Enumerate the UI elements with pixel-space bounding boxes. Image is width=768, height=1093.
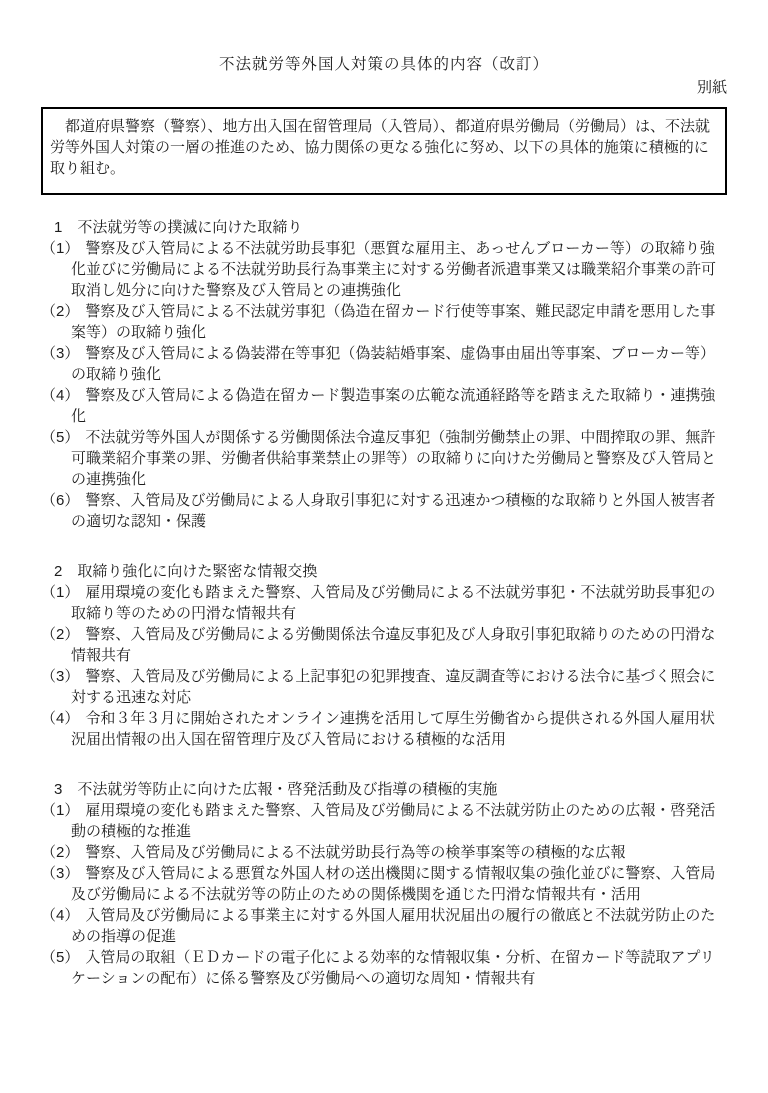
item-marker: （4） bbox=[41, 907, 80, 924]
section-number: 1 bbox=[54, 219, 63, 236]
item-marker: （4） bbox=[41, 710, 80, 727]
item-text: 入管局の取組（ＥＤカードの電子化による効率的な情報収集・分析、在留カード等読取アプリケーションの配布）に係る警察及び労働局への適切な周知・情報共有 bbox=[71, 949, 715, 987]
item-marker: （2） bbox=[41, 844, 80, 861]
list-item bbox=[41, 490, 727, 532]
section-title: 不法就労等の撲滅に向けた取締り bbox=[77, 219, 303, 236]
list-item bbox=[41, 666, 727, 708]
item-marker: （2） bbox=[41, 626, 80, 643]
list-item bbox=[41, 343, 727, 385]
item-text: 警察、入管局及び労働局による人身取引事犯に対する迅速かつ積極的な取締りと外国人被害者の適切な認知・保護 bbox=[71, 492, 716, 530]
sections-container bbox=[41, 217, 727, 989]
item-marker: （5） bbox=[41, 949, 80, 966]
list-item bbox=[41, 947, 727, 989]
preamble-text: 都道府県警察（警察）、地方出入国在留管理局（入管局）、都道府県労働局（労働局）は、不法就労等外国人対策の一層の推進のため、協力関係の更なる強化に努め、以下の具体的施策に積極的に取り組む。 bbox=[50, 118, 711, 177]
item-marker: （1） bbox=[41, 584, 80, 601]
list-item bbox=[41, 427, 727, 490]
item-marker: （4） bbox=[41, 387, 80, 404]
item-text: 雇用環境の変化も踏まえた警察、入管局及び労働局による不法就労事犯・不法就労助長事犯の取締り等のための円滑な情報共有 bbox=[71, 584, 716, 622]
page-title: 不法就労等外国人対策の具体的内容（改訂） bbox=[218, 56, 549, 73]
item-marker: （3） bbox=[41, 865, 80, 882]
section-1 bbox=[41, 217, 727, 532]
section-2 bbox=[41, 561, 727, 750]
item-text: 警察及び入管局による悪質な外国人材の送出機関に関する情報収集の強化並びに警察、入管局及び労働局による不法就労等の防止のための関係機関を通じた円滑な情報共有・活用 bbox=[71, 865, 716, 903]
item-text: 入管局及び労働局による事業主に対する外国人雇用状況届出の履行の徹底と不法就労防止のための指導の促進 bbox=[71, 907, 716, 945]
item-text: 警察、入管局及び労働局による上記事犯の犯罪捜査、違反調査等における法令に基づく照会に対する迅速な対応 bbox=[71, 668, 716, 706]
item-marker: （3） bbox=[41, 345, 80, 362]
item-marker: （2） bbox=[41, 303, 80, 320]
list-item bbox=[41, 863, 727, 905]
list-item bbox=[41, 708, 727, 750]
item-text: 雇用環境の変化も踏まえた警察、入管局及び労働局による不法就労防止のための広報・啓発活動の積極的な推進 bbox=[71, 802, 716, 840]
section-title: 取締り強化に向けた緊密な情報交換 bbox=[77, 563, 318, 580]
item-text: 警察及び入管局による不法就労助長事犯（悪質な雇用主、あっせんブローカー等）の取締り強化並びに労働局による不法就労助長行為事業主に対する労働者派遣事業又は職業紹介事業の許可取消し処分に向けた警察及び入管局との連携強化 bbox=[71, 240, 717, 299]
section-heading bbox=[41, 561, 727, 582]
section-heading bbox=[41, 779, 727, 800]
section-number: 3 bbox=[54, 781, 63, 798]
list-item bbox=[41, 301, 727, 343]
item-text: 警察及び入管局による不法就労事犯（偽造在留カード行使等事案、難民認定申請を悪用した事案等）の取締り強化 bbox=[71, 303, 716, 341]
section-heading bbox=[41, 217, 727, 238]
section-number: 2 bbox=[54, 563, 63, 580]
list-item bbox=[41, 385, 727, 427]
section-title: 不法就労等防止に向けた広報・啓発活動及び指導の積極的実施 bbox=[77, 781, 498, 798]
attachment-label: 別紙 bbox=[696, 79, 727, 96]
item-text: 警察及び入管局による偽造在留カード製造事案の広範な流通経路等を踏まえた取締り・連携強化 bbox=[71, 387, 716, 425]
item-text: 警察及び入管局による偽装滞在等事犯（偽装結婚事案、虚偽事由届出等事案、ブローカー等）の取締り強化 bbox=[71, 345, 716, 383]
section-3 bbox=[41, 779, 727, 989]
item-text: 不法就労等外国人が関係する労働関係法令違反事犯（強制労働禁止の罪、中間搾取の罪、無許可職業紹介事業の罪、労働者供給事業禁止の罪等）の取締りに向けた労働局と警察及び入管局との連携強化 bbox=[71, 429, 717, 488]
item-marker: （6） bbox=[41, 492, 80, 509]
item-marker: （1） bbox=[41, 802, 80, 819]
item-marker: （5） bbox=[41, 429, 80, 446]
list-item bbox=[41, 842, 727, 863]
item-text: 警察、入管局及び労働局による不法就労助長行為等の検挙事案等の積極的な広報 bbox=[85, 844, 626, 861]
item-marker: （1） bbox=[41, 240, 80, 257]
item-marker: （3） bbox=[41, 668, 80, 685]
list-item bbox=[41, 905, 727, 947]
item-text: 令和３年３月に開始されたオンライン連携を活用して厚生労働省から提供される外国人雇用状況届出情報の出入国在留管理庁及び入管局における積極的な活用 bbox=[71, 710, 715, 748]
list-item bbox=[41, 582, 727, 624]
list-item bbox=[41, 624, 727, 666]
list-item bbox=[41, 800, 727, 842]
list-item bbox=[41, 238, 727, 301]
item-text: 警察、入管局及び労働局による労働関係法令違反事犯及び人身取引事犯取締りのための円滑な情報共有 bbox=[71, 626, 716, 664]
preamble-box bbox=[41, 107, 727, 195]
